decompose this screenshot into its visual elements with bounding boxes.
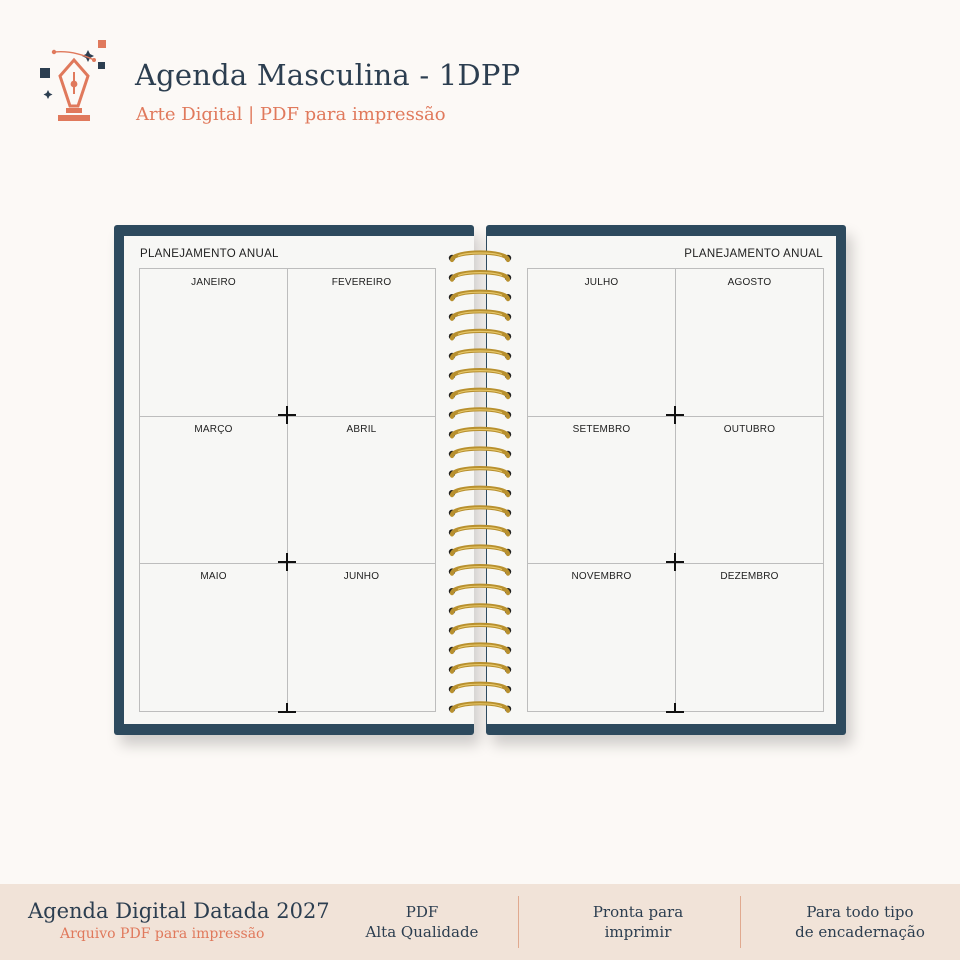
spiral-ring [449, 449, 511, 458]
brand-subtitle: Arte Digital | PDF para impressão [136, 104, 446, 125]
month-label: JANEIRO [191, 277, 236, 288]
footer-subtitle: Arquivo PDF para impressão [60, 926, 265, 942]
feature-line: de encadernação [795, 923, 925, 941]
feature-pdf-quality [352, 902, 492, 942]
spiral-ring [449, 625, 511, 634]
crop-mark [666, 406, 684, 424]
spiral-ring [449, 566, 511, 575]
month-cell-janeiro [140, 269, 287, 416]
feature-line: imprimir [604, 923, 672, 941]
spiral-ring [449, 468, 511, 477]
spiral-ring [449, 409, 511, 418]
spiral-ring [449, 351, 511, 360]
crop-mark [278, 703, 296, 713]
spiral-ring [449, 664, 511, 673]
month-cell-agosto [676, 269, 823, 416]
spiral-ring [449, 272, 511, 281]
spiral-ring [449, 527, 511, 536]
month-cell-junho [288, 563, 435, 710]
month-cell-julho [528, 269, 675, 416]
spiral-ring [449, 703, 511, 712]
month-cell-novembro [528, 563, 675, 710]
crop-mark [278, 406, 296, 424]
spiral-ring [449, 586, 511, 595]
crop-mark [278, 553, 296, 571]
spiral-ring [449, 429, 511, 438]
left-page-title: PLANEJAMENTO ANUAL [140, 248, 279, 260]
crop-mark [666, 703, 684, 713]
crop-mark [666, 553, 684, 571]
month-cell-maio [140, 563, 287, 710]
spiral-binding [446, 244, 516, 714]
month-cell-abril [288, 416, 435, 563]
feature-line: Alta Qualidade [365, 923, 479, 941]
feature-line: Para todo tipo [806, 903, 914, 921]
feature-ready-print [568, 902, 708, 942]
spiral-ring [449, 292, 511, 301]
feature-binding [780, 902, 940, 942]
month-label: AGOSTO [727, 277, 772, 288]
left-month-grid [139, 268, 436, 712]
month-label: MARÇO [194, 424, 233, 435]
month-label: NOVEMBRO [571, 571, 632, 582]
brand-title: Agenda Masculina - 1DPP [135, 58, 521, 92]
month-cell-outubro [676, 416, 823, 563]
right-month-grid [527, 268, 824, 712]
footer-divider [740, 896, 741, 948]
spiral-ring [449, 390, 511, 399]
month-cell-setembro [528, 416, 675, 563]
spiral-ring [449, 253, 511, 262]
month-cell-fevereiro [288, 269, 435, 416]
footer-divider [518, 896, 519, 948]
month-label: OUTUBRO [723, 424, 776, 435]
month-label: JUNHO [343, 571, 380, 582]
spiral-ring [449, 488, 511, 497]
month-label: MAIO [200, 571, 227, 582]
month-cell-dezembro [676, 563, 823, 710]
spiral-ring [449, 507, 511, 516]
footer-title: Agenda Digital Datada 2027 [28, 899, 330, 923]
right-page-title: PLANEJAMENTO ANUAL [684, 248, 823, 260]
month-cell-marco [140, 416, 287, 563]
month-label: JULHO [584, 277, 619, 288]
spiral-ring [449, 645, 511, 654]
month-label: ABRIL [346, 424, 377, 435]
feature-line: Pronta para [592, 903, 684, 921]
spiral-ring [449, 311, 511, 320]
month-label: DEZEMBRO [720, 571, 779, 582]
spiral-ring [449, 605, 511, 614]
spiral-ring [449, 547, 511, 556]
feature-line: PDF [405, 903, 439, 921]
pen-nib-logo-icon [36, 38, 116, 124]
month-label: FEVEREIRO [331, 277, 392, 288]
spiral-ring [449, 331, 511, 340]
month-label: SETEMBRO [572, 424, 631, 435]
spiral-ring [449, 684, 511, 693]
spiral-ring [449, 370, 511, 379]
